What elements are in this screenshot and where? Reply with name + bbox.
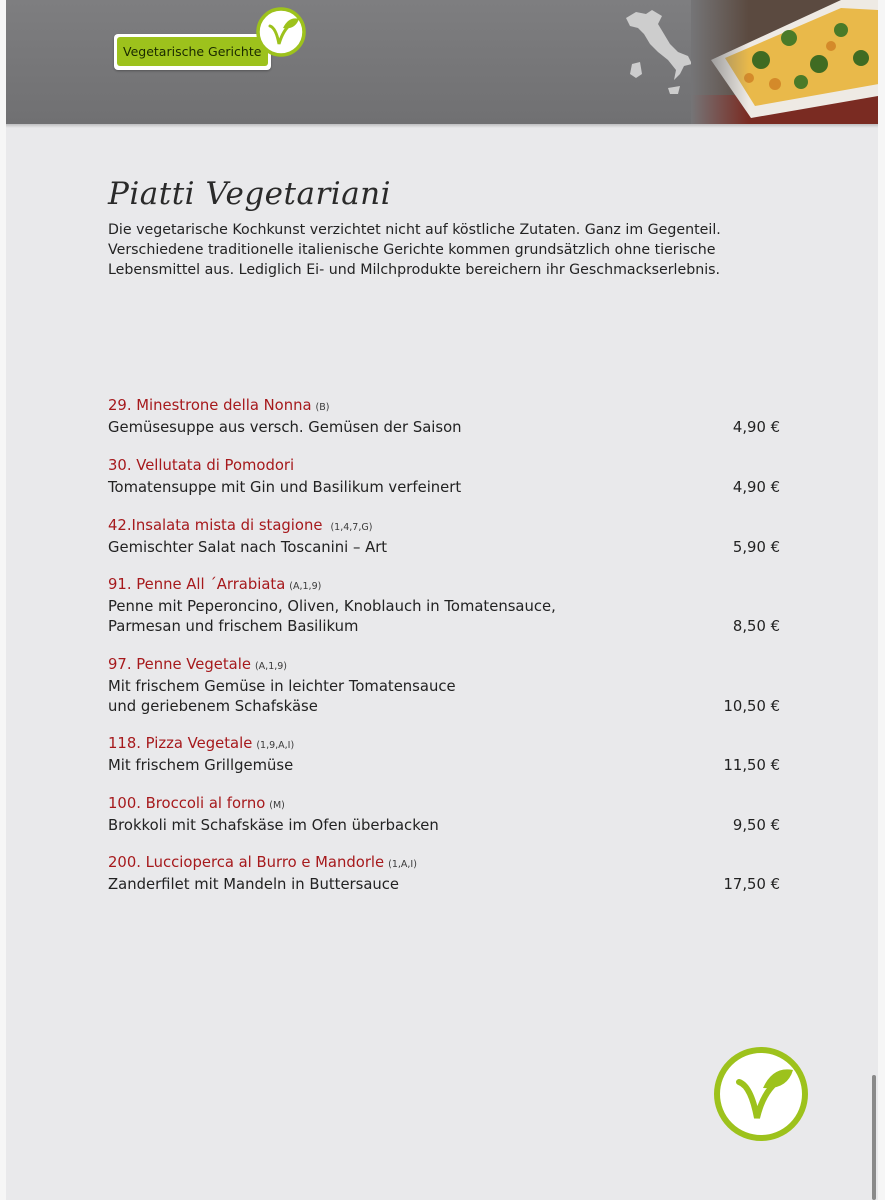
item-price: 5,90 € [732, 539, 780, 556]
item-description: Gemüsesuppe aus versch. Gemüsen der Saison [108, 419, 462, 436]
header-shadow [6, 124, 878, 128]
item-allergens: (B) [315, 402, 330, 413]
header-banner [6, 0, 878, 124]
item-description: Mit frischem Grillgemüse [108, 757, 294, 774]
item-description: Brokkoli mit Schafskäse im Ofen überbacken [108, 817, 439, 834]
item-price: 10,50 € [723, 698, 780, 715]
item-name: 30. Vellutata di Pomodori [108, 457, 295, 474]
item-name: 97. Penne Vegetale [108, 656, 251, 673]
menu-item [108, 516, 780, 558]
item-price: 17,50 € [723, 876, 780, 893]
menu-item [108, 456, 780, 498]
item-name: 200. Luccioperca al Burro e Mandorle [108, 854, 385, 871]
menu-item [108, 853, 780, 895]
item-allergens: (A,1,9) [289, 581, 322, 592]
item-allergens: (1,A,I) [388, 859, 417, 870]
item-price: 11,50 € [723, 757, 780, 774]
item-price: 4,90 € [732, 479, 780, 496]
page-frame-left [0, 0, 6, 1200]
item-allergens: (1,4,7,G) [330, 522, 373, 533]
item-price: 9,50 € [732, 817, 780, 834]
item-name: 42.Insalata mista di stagione [108, 517, 323, 534]
item-price: 8,50 € [732, 618, 780, 635]
vegan-v-logo-icon [713, 1046, 809, 1142]
item-description: Mit frischem Gemüse in leichter Tomatensauce [108, 678, 456, 695]
intro-line: Lebensmittel aus. Lediglich Ei- und Milchprodukte bereichern ihr Geschmackserlebnis. [108, 262, 721, 278]
category-tag-label: Vegetarische Gerichte [117, 37, 268, 66]
vegan-v-badge-icon [255, 6, 307, 58]
page-frame-right [878, 0, 885, 1200]
item-name: 29. Minestrone della Nonna [108, 397, 312, 414]
intro-line: Verschiedene traditionelle italienische Gerichte kommen grundsätzlich ohne tierische [108, 242, 716, 258]
item-allergens: (M) [269, 800, 285, 811]
intro-text [108, 220, 808, 280]
category-tag [114, 34, 271, 70]
item-description: Tomatensuppe mit Gin und Basilikum verfeinert [108, 479, 462, 496]
menu-item [108, 794, 780, 836]
item-description: Penne mit Peperoncino, Oliven, Knoblauch in Tomatensauce, [108, 598, 556, 615]
item-allergens: (A,1,9) [254, 661, 288, 672]
section-title: Piatti Vegetariani [108, 176, 392, 212]
scrollbar[interactable] [872, 1075, 876, 1200]
menu-item [108, 734, 780, 776]
item-name: 118. Pizza Vegetale [108, 735, 253, 752]
intro-line: Die vegetarische Kochkunst verzichtet nicht auf köstliche Zutaten. Ganz im Gegenteil. [108, 222, 721, 238]
menu-item [108, 396, 780, 438]
item-description: Parmesan und frischem Basilikum [108, 618, 359, 635]
item-description: Gemischter Salat nach Toscanini – Art [108, 539, 388, 556]
baked-pasta-broccoli-photo [691, 0, 878, 124]
item-name: 100. Broccoli al forno [108, 795, 266, 812]
item-price: 4,90 € [732, 419, 780, 436]
menu-item [108, 575, 780, 637]
item-description: Zanderfilet mit Mandeln in Buttersauce [108, 876, 400, 893]
menu-item [108, 655, 780, 717]
item-allergens: (1,9,A,I) [256, 740, 295, 751]
item-description: und geriebenem Schafskäse [108, 698, 318, 715]
italy-map-icon [618, 4, 698, 104]
item-name: 91. Penne All ´Arrabiata [108, 576, 286, 593]
